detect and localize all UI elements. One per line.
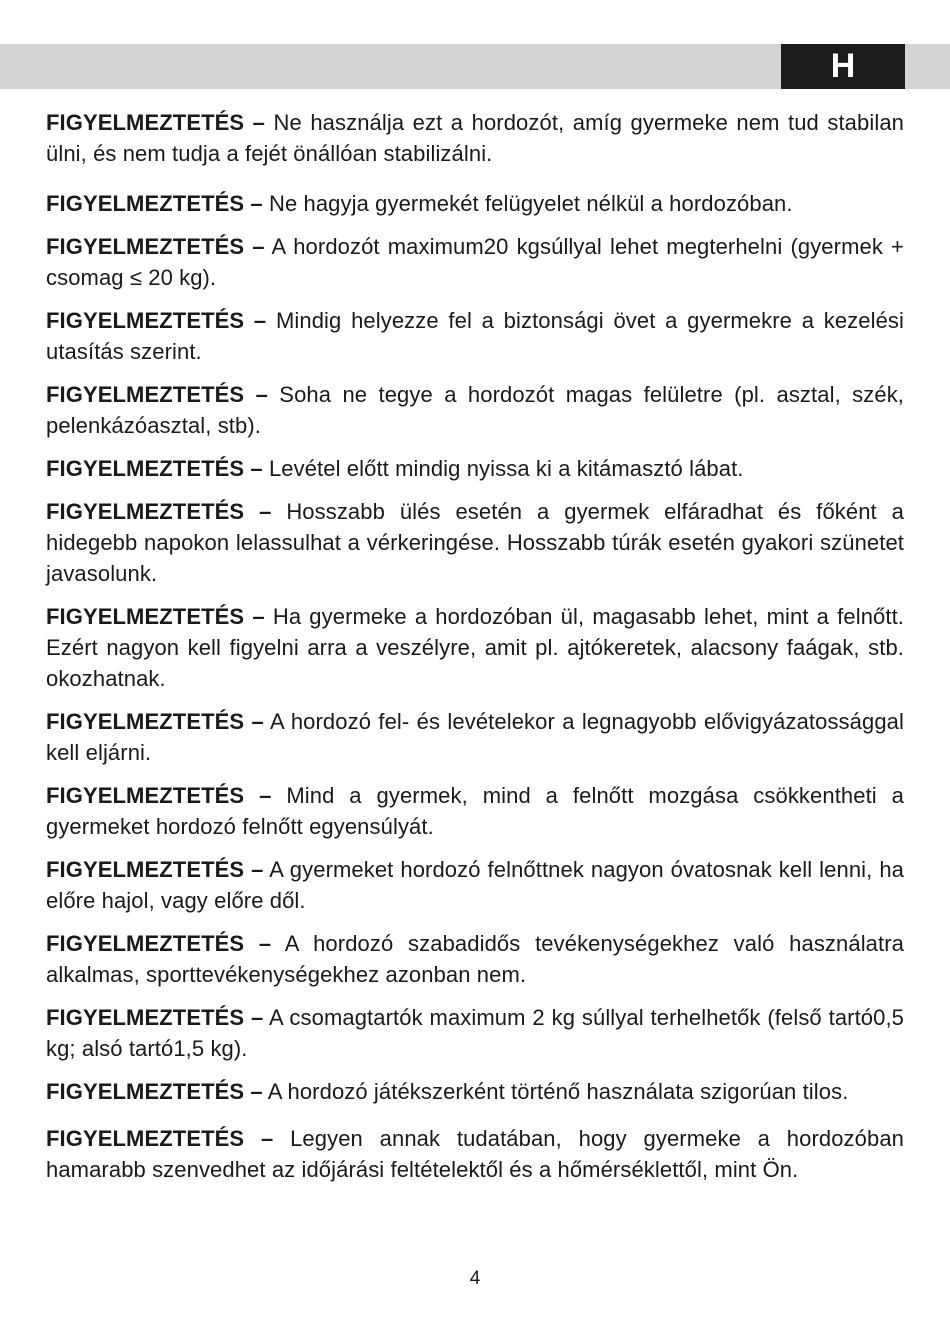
warning-label: FIGYELMEZTETÉS – — [46, 234, 265, 259]
warning-label: FIGYELMEZTETÉS – — [46, 499, 272, 524]
warning-paragraph — [46, 1123, 904, 1185]
page-number: 4 — [469, 1268, 481, 1289]
warning-label: FIGYELMEZTETÉS – — [46, 308, 267, 333]
warning-text: A hordozó szabadidős tevékenységekhez való használatra alkalmas, sporttevékenységekhez azonban nem. — [46, 931, 904, 987]
warning-label: FIGYELMEZTETÉS – — [46, 1126, 274, 1151]
warning-text: Ne használja ezt a hordozót, amíg gyermeke nem tud stabilan ülni, és nem tudja a fejét önállóan stabilizálni. — [46, 110, 905, 166]
warning-paragraph — [46, 1002, 904, 1064]
warning-text: Mindig helyezze fel a biztonsági övet a gyermekre a kezelési utasítás szerint. — [46, 308, 905, 364]
warning-label: FIGYELMEZTETÉS – — [46, 931, 272, 956]
warning-paragraph — [46, 188, 904, 219]
warning-label: FIGYELMEZTETÉS – — [46, 783, 272, 808]
warning-label: FIGYELMEZTETÉS – — [46, 382, 268, 407]
warning-label: FIGYELMEZTETÉS – — [46, 709, 264, 734]
warning-text: Hosszabb ülés esetén a gyermek elfáradhat és főként a hidegebb napokon lelassulhat a vérkeringése. Hosszabb túrák esetén gyakori szünetet javasolunk. — [46, 499, 904, 586]
warning-paragraph — [46, 780, 904, 842]
warning-text: Levétel előtt mindig nyissa ki a kitámasztó lábat. — [268, 456, 744, 481]
warning-text: Mind a gyermek, mind a felnőtt mozgása csökkentheti a gyermeket hordozó felnőtt egyensúlyát. — [46, 783, 905, 839]
warning-text: A gyermeket hordozó felnőttnek nagyon óvatosnak kell lenni, ha előre hajol, vagy előre dől. — [46, 857, 905, 913]
warning-paragraph — [46, 601, 904, 694]
warning-paragraph — [46, 453, 904, 484]
warning-paragraph — [46, 706, 904, 768]
warning-label: FIGYELMEZTETÉS – — [46, 857, 264, 882]
warning-text: Legyen annak tudatában, hogy gyermeke a hordozóban hamarabb szenvedhet az időjárási feltételektől és a hőmérséklettől, mint Ön. — [46, 1126, 905, 1182]
warning-text: Ha gyermeke a hordozóban ül, magasabb lehet, mint a felnőtt. Ezért nagyon kell figyelni arra a veszélyre, amit pl. ajtókeretek, alacsony faágak, stb. okozhatnak. — [46, 604, 905, 691]
warning-paragraph — [46, 379, 904, 441]
warning-label: FIGYELMEZTETÉS – — [46, 191, 263, 216]
warning-paragraph — [46, 107, 904, 169]
warning-text: Ne hagyja gyermekét felügyelet nélkül a hordozóban. — [268, 191, 793, 216]
warning-paragraph — [46, 1076, 904, 1107]
warning-label: FIGYELMEZTETÉS – — [46, 456, 263, 481]
warning-paragraph — [46, 496, 904, 589]
warning-text: A csomagtartók maximum 2 kg súllyal terhelhetők (felső tartó0,5 kg; alsó tartó1,5 kg). — [46, 1005, 905, 1061]
warning-label: FIGYELMEZTETÉS – — [46, 604, 265, 629]
language-code: H — [830, 47, 856, 85]
language-tab — [781, 44, 905, 89]
warning-label: FIGYELMEZTETÉS – — [46, 1079, 263, 1104]
warning-text: A hordozó fel- és levételekor a legnagyobb elővigyázatossággal kell eljárni. — [46, 709, 904, 765]
warnings-list — [46, 107, 904, 1185]
warning-label: FIGYELMEZTETÉS – — [46, 110, 266, 135]
warning-paragraph — [46, 231, 904, 293]
warning-text: A hordozó játékszerként történő használata szigorúan tilos. — [267, 1079, 849, 1104]
warning-text: Soha ne tegye a hordozót magas felületre (pl. asztal, szék, pelenkázóasztal, stb). — [46, 382, 905, 438]
warning-text: A hordozót maximum20 kgsúllyal lehet megterhelni (gyermek + csomag ≤ 20 kg). — [46, 234, 904, 290]
warning-paragraph — [46, 305, 904, 367]
warning-paragraph — [46, 928, 904, 990]
warning-label: FIGYELMEZTETÉS – — [46, 1005, 264, 1030]
warning-paragraph — [46, 854, 904, 916]
